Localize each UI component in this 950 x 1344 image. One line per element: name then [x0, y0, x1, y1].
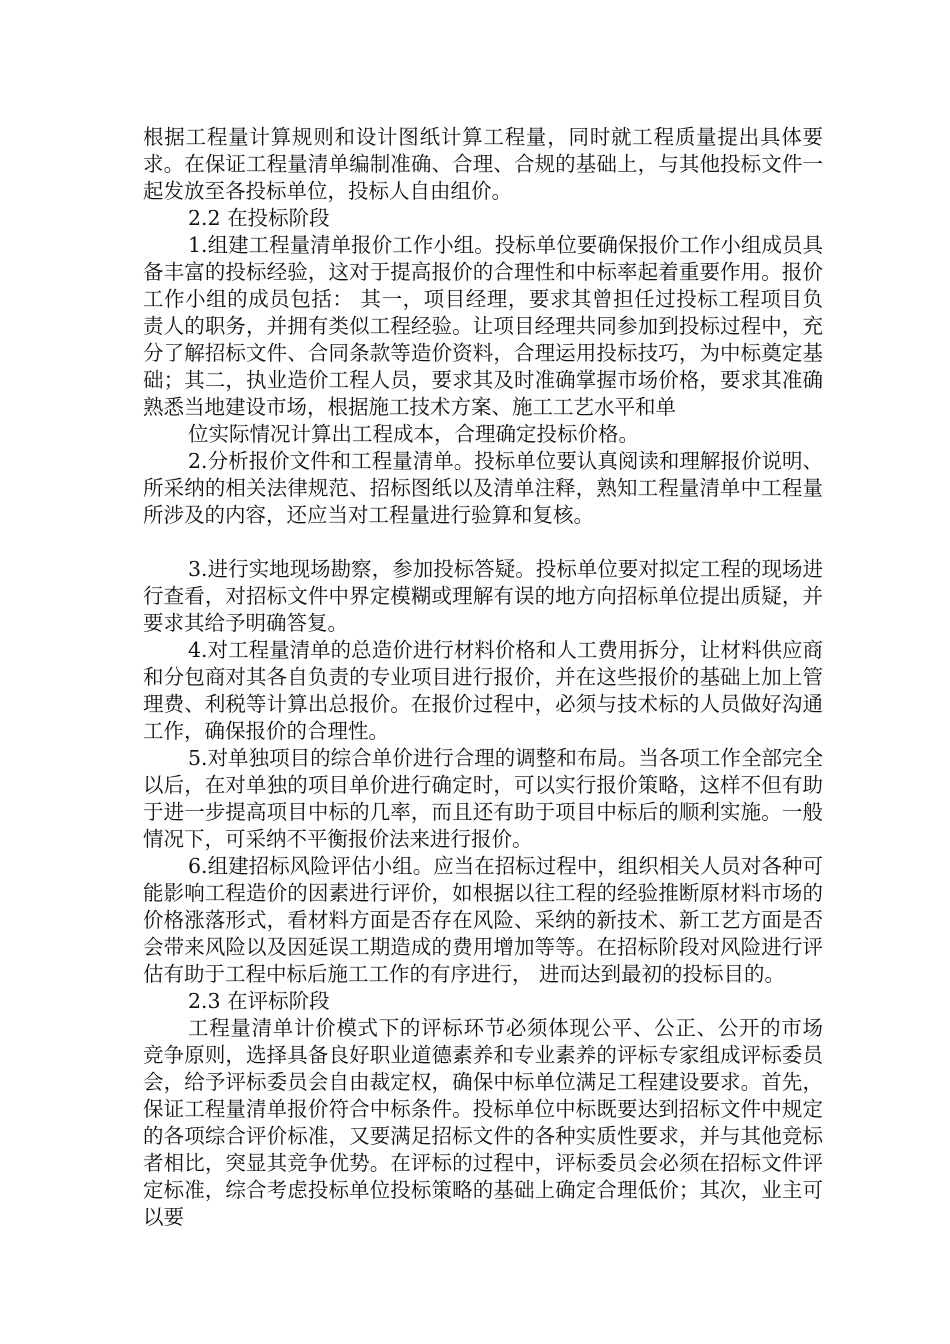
- section-heading-2-3: 2.3 在评标阶段: [188, 989, 330, 1013]
- paragraph-item-3: 3.进行实地现场勘察，参加投标答疑。投标单位要对拟定工程的现场进行查看，对招标文件中界定模糊或理解有误的地方向招标单位提出质疑，并要求其给予明确答复。: [143, 557, 823, 635]
- paragraph-item-1-continued: 位实际情况计算出工程成本，合理确定投标价格。: [188, 422, 639, 446]
- paragraph-item-4: 4.对工程量清单的总造价进行材料价格和人工费用拆分，让材料供应商和分包商对其各自负责的专业项目进行报价，并在这些报价的基础上加上管理费、利税等计算出总报价。在报价过程中，必须与技术标的人员做好沟通工作，确保报价的合理性。: [143, 638, 823, 743]
- paragraph-item-6: 6.组建招标风险评估小组。应当在招标过程中，组织相关人员对各种可能影响工程造价的因素进行评价，如根据以往工程的经验推断原材料市场的价格涨落形式，看材料方面是否存在风险、采纳的新技术、新工艺方面是否会带来风险以及因延误工期造成的费用增加等等。在招标阶段对风险进行评估有助于工程中标后施工工作的有序进行， 进而达到最初的投标目的。: [143, 854, 823, 986]
- paragraph-item-2: 2.分析报价文件和工程量清单。投标单位要认真阅读和理解报价说明、所采纳的相关法律规范、招标图纸以及清单注释，熟知工程量清单中工程量所涉及的内容，还应当对工程量进行验算和复核。: [143, 449, 823, 527]
- paragraph-item-1: 1.组建工程量清单报价工作小组。投标单位要确保报价工作小组成员具备丰富的投标经验，这对于提高报价的合理性和中标率起着重要作用。报价工作小组的成员包括： 其一，项目经理，要求其曾担任过投标工程项目负责人的职务，并拥有类似工程经验。让项目经理共同参加到投标过程中，充分了解招标文件、合同条款等造价资料，合理运用投标技巧，为中标奠定基础；其二，执业造价工程人员，要求其及时准确掌握市场价格，要求其准确熟悉当地建设市场，根据施工技术方案、施工工艺水平和单: [143, 233, 823, 419]
- document-body: [143, 124, 823, 1231]
- section-heading-2-2: 2.2 在投标阶段: [188, 206, 330, 230]
- paragraph-evaluation: 工程量清单计价模式下的评标环节必须体现公平、公正、公开的市场竞争原则，选择具备良好职业道德素养和专业素养的评标专家组成评标委员会，给予评标委员会自由裁定权，确保中标单位满足工程建设要求。首先，保证工程量清单报价符合中标条件。投标单位中标既要达到招标文件中规定的各项综合评价标准，又要满足招标文件的各种实质性要求，并与其他竞标者相比，突显其竞争优势。在评标的过程中，评标委员会必须在招标文件评定标准，综合考虑投标单位投标策略的基础上确定合理低价；其次，业主可以要: [143, 1016, 823, 1229]
- paragraph-1: 根据工程量计算规则和设计图纸计算工程量，同时就工程质量提出具体要求。在保证工程量清单编制准确、合理、合规的基础上，与其他投标文件一起发放至各投标单位，投标人自由组价。: [143, 125, 823, 203]
- paragraph-item-5: 5.对单独项目的综合单价进行合理的调整和布局。当各项工作全部完全以后，在对单独的项目单价进行确定时，可以实行报价策略，这样不但有助于进一步提高项目中标的几率，而且还有助于项目中标后的顺利实施。一般情况下，可采纳不平衡报价法来进行报价。: [143, 746, 823, 851]
